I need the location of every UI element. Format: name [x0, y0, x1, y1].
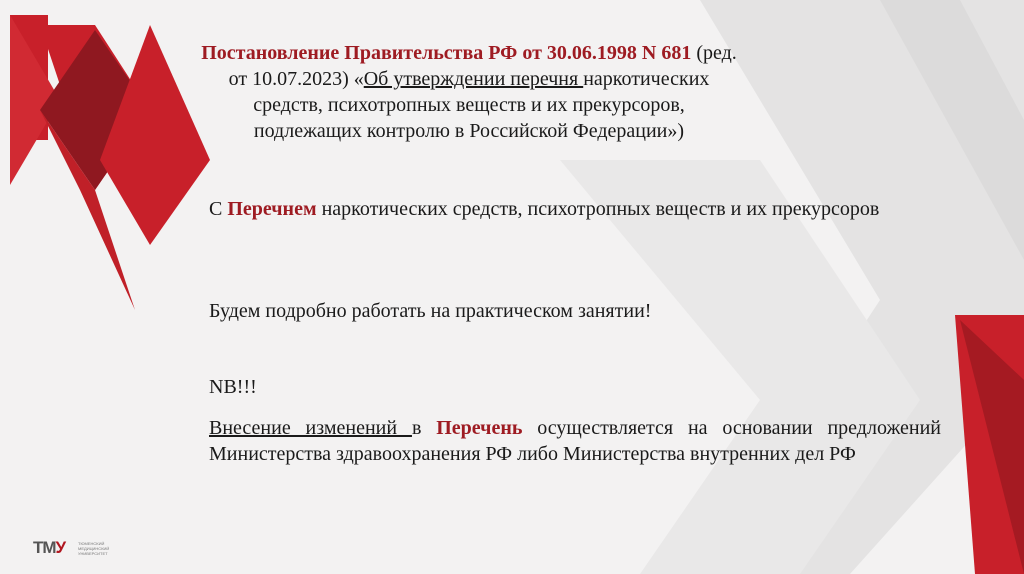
logo-mark-right: У [55, 538, 66, 557]
paragraph-practice: Будем подробно работать на практическом занятии! [209, 300, 652, 322]
logo-mark-left: ТМ [33, 538, 56, 557]
amendments-mid: в [411, 417, 437, 439]
paragraph-prefix: С [209, 198, 228, 220]
list-term-2: Перечень [436, 417, 523, 439]
paragraph-list-intro [209, 196, 941, 222]
nb-label: NB!!! [209, 376, 257, 398]
red-diamond-right [100, 25, 210, 245]
paragraph-rest: наркотических средств, психотропных веществ и их прекурсоров [316, 198, 880, 220]
resolution-edition: (ред. от 10.07.2023) « [228, 42, 737, 90]
resolution-name-underlined: Об утверждении перечня [363, 68, 584, 90]
resolution-title [200, 40, 738, 144]
paragraph-amendments [209, 415, 941, 467]
resolution-name-rest: наркотических средств, психотропных веществ и их прекурсоров, подлежащих контролю в Российской Федерации») [253, 68, 710, 142]
logo-caption: ТЮМЕНСКИЙ МЕДИЦИНСКИЙ УНИВЕРСИТЕТ [78, 541, 110, 556]
list-term: Перечнем [227, 198, 317, 220]
amendments-rest: осуществляется на основании предложений Министерства здравоохранения РФ либо Министерства внутренних дел РФ [209, 417, 941, 465]
university-logo [33, 538, 133, 560]
logo-mark [33, 538, 65, 558]
amendments-underlined: Внесение изменений [209, 417, 412, 439]
resolution-reference: Постановление Правительства РФ от 30.06.1998 N 681 [201, 42, 692, 64]
